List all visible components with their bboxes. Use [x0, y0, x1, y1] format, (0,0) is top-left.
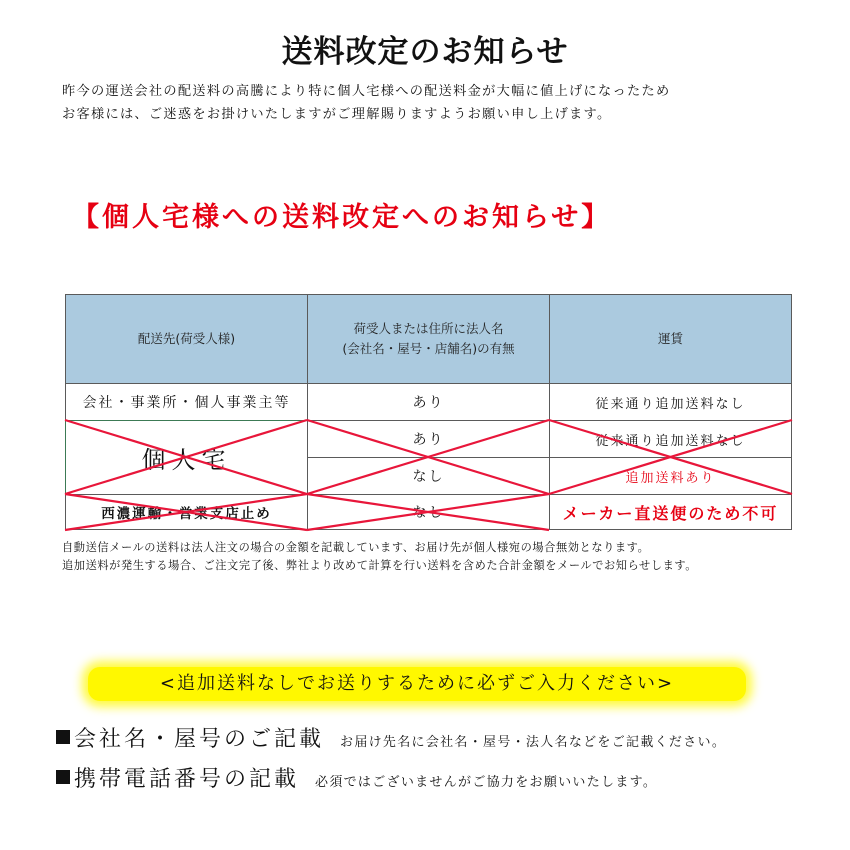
intro-line-1: 昨今の運送会社の配送料の高騰により特に個人宅様への配送料金が大幅に値上げになったため: [62, 84, 671, 99]
shipping-fee-table: [65, 294, 792, 530]
cell-text: 個人宅: [141, 446, 232, 474]
table-row-3-corporate: [307, 457, 550, 495]
personal-residence-heading: 【個人宅様への送料改定へのお知らせ】: [72, 202, 612, 233]
table-row-2-fee: [549, 420, 792, 458]
table-row-4-destination: [65, 494, 308, 530]
header-destination-label: 配送先(荷受人様): [137, 331, 236, 346]
table-row-1-fee: [549, 383, 792, 421]
requirement-mobile-phone: [56, 762, 657, 793]
table-row-4-corporate: [307, 494, 550, 530]
requirement-description: 必須ではございませんがご協力をお願いいたします。: [315, 775, 658, 790]
intro-line-2: お客様には、ご迷惑をお掛けいたしますがご理解賜りますようお願い申し上げます。: [62, 107, 612, 122]
table-notes: [62, 539, 697, 575]
table-row-1-corporate: [307, 383, 550, 421]
cell-text: 会社・事業所・個人事業主等: [82, 395, 291, 411]
requirement-label: 会社名・屋号のご記載: [74, 727, 325, 752]
header-corporate-name-label: 荷受人または住所に法人名 (会社名・屋号・店舗名)の有無: [342, 321, 515, 356]
square-bullet-icon: [56, 730, 70, 744]
header-destination: [65, 294, 308, 384]
requirement-label: 携帯電話番号の記載: [74, 767, 300, 792]
note-line-1: 自動送信メールの送料は法人注文の場合の金額を記載しています、お届け先が個人様宛の場合無効となります。: [62, 541, 650, 554]
square-bullet-icon: [56, 770, 70, 784]
page-title: 送料改定のお知らせ: [281, 34, 569, 70]
table-row-2-destination: [65, 420, 308, 495]
cell-text: 従来通り追加送料なし: [595, 396, 746, 412]
intro-text: [62, 80, 670, 126]
cell-text: 追加送料あり: [625, 470, 716, 486]
cell-text: 従来通り追加送料なし: [595, 433, 746, 449]
cell-text: メーカー直送便のため不可: [562, 503, 779, 523]
cell-text: あり: [412, 432, 445, 448]
note-line-2: 追加送料が発生する場合、ご注文完了後、弊社より改めて計算を行い送料を含めた合計金額をメールでお知らせします。: [62, 559, 698, 572]
header-fee-label: 運賃: [657, 331, 683, 346]
cell-text: なし: [412, 469, 445, 485]
cell-text: あり: [412, 395, 445, 411]
table-row-4-fee: [549, 494, 792, 530]
cell-text: なし: [412, 505, 445, 521]
callout-text: <追加送料なしでお送りするために必ずご入力ください>: [159, 673, 675, 694]
cell-text: 西濃運輸・営業支店止め: [101, 506, 272, 522]
requirement-company-name: [56, 722, 726, 753]
table-row-2-corporate: [307, 420, 550, 458]
header-corporate-name: [307, 294, 550, 384]
requirement-description: お届け先名に会社名・屋号・法人名などをご記載ください。: [340, 735, 727, 750]
table-row-1-destination: [65, 383, 308, 421]
header-fee: [549, 294, 792, 384]
table-row-3-fee: [549, 457, 792, 495]
